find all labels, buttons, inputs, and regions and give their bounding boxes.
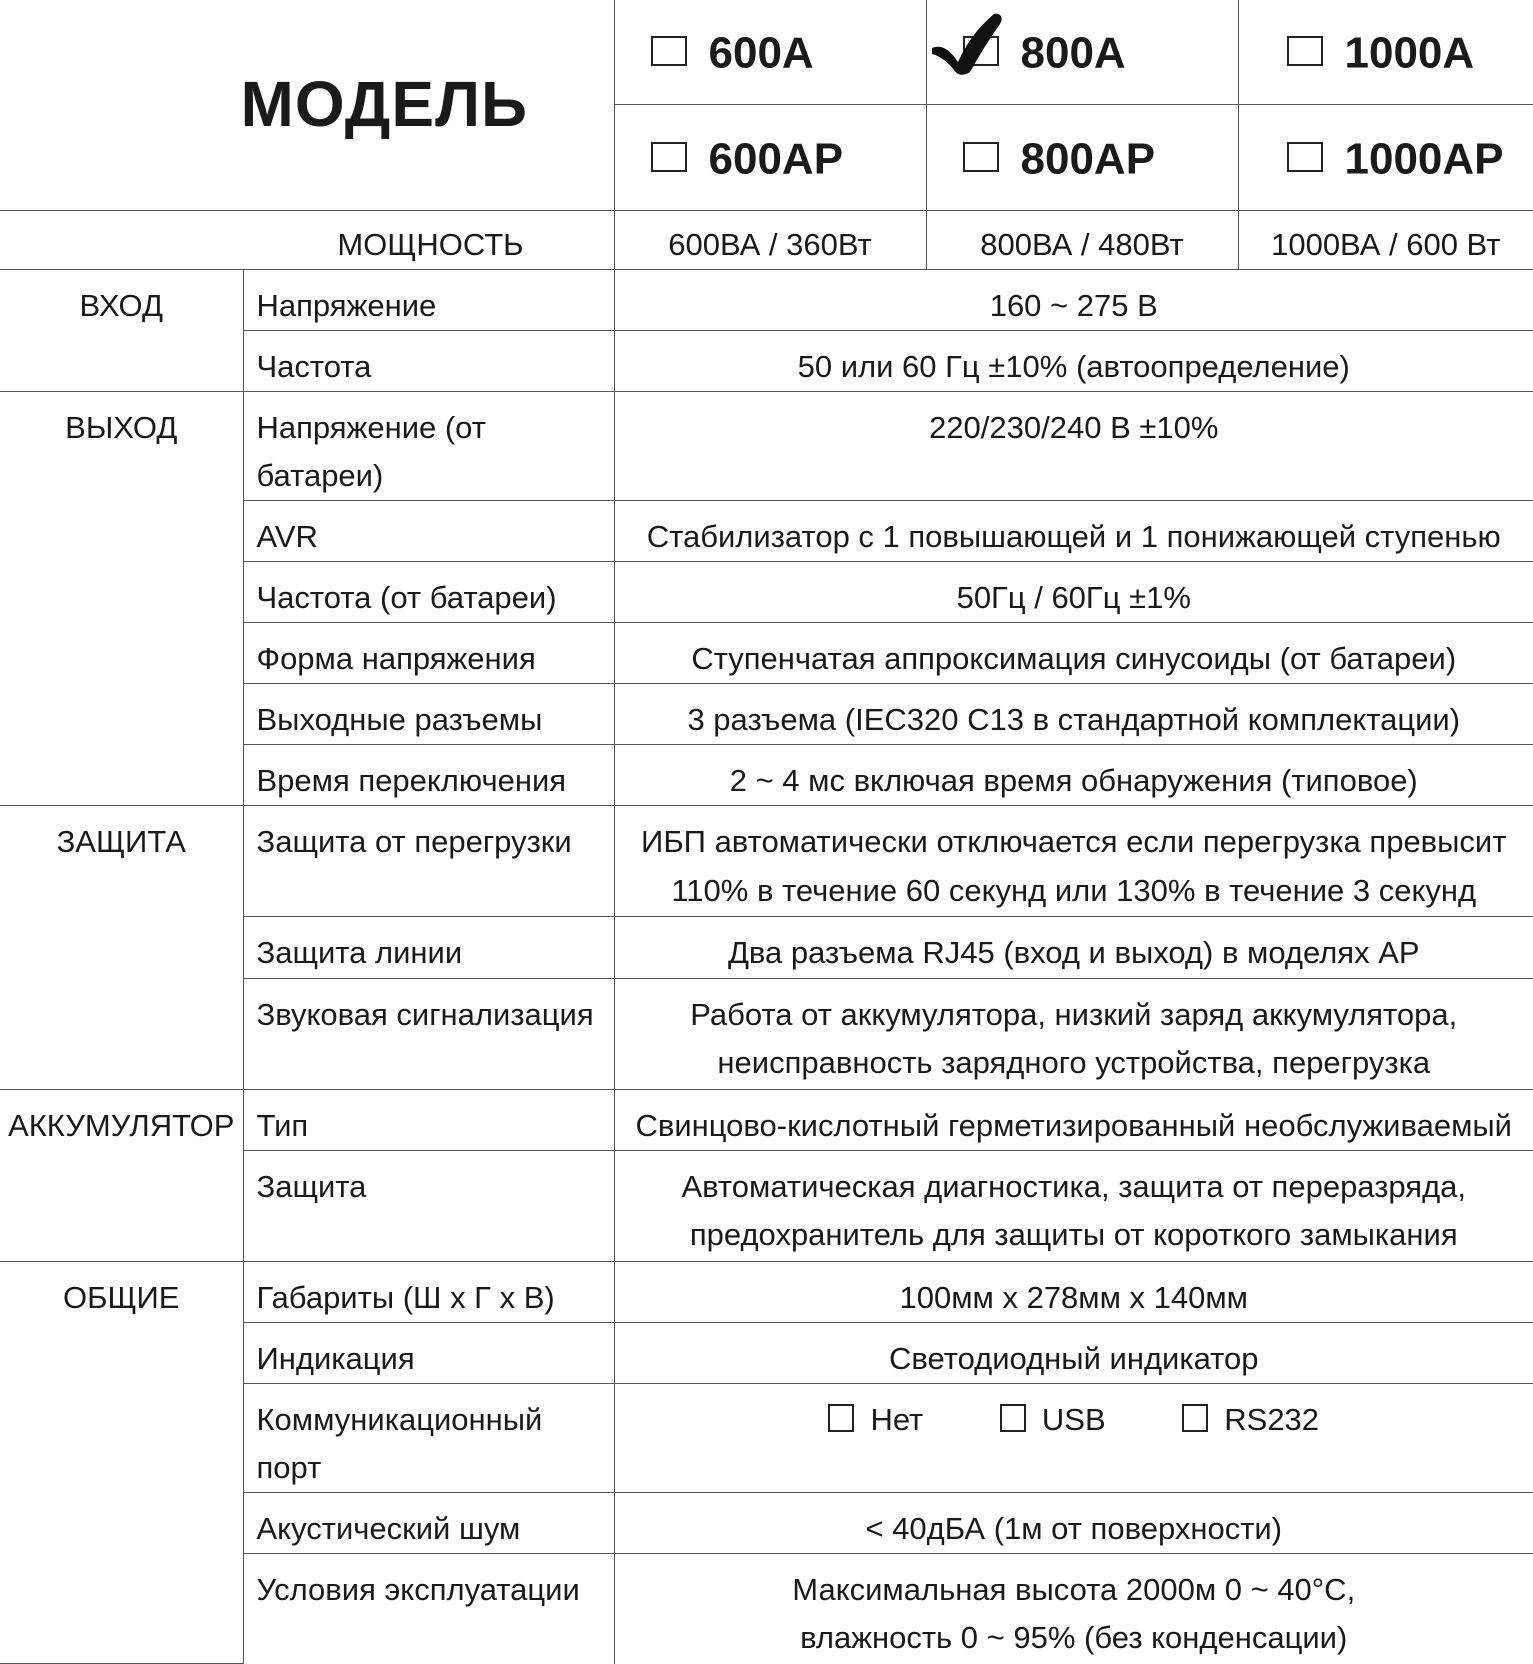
model-option-800a[interactable]: 800A — [926, 0, 1238, 105]
param-value: Стабилизатор с 1 повышающей и 1 понижающей ступенью — [614, 501, 1533, 562]
value-line: 110% в течение 60 секунд или 130% в течение 3 секунд — [615, 867, 1533, 915]
table-row — [0, 270, 1533, 331]
table-row — [0, 1089, 1533, 1150]
param-value — [614, 1150, 1533, 1261]
power-value-1000: 1000ВА / 600 Вт — [1238, 211, 1533, 270]
section-protection-title: ЗАЩИТА — [0, 806, 243, 1089]
param-value: 2 ~ 4 мс включая время обнаружения (типовое) — [614, 745, 1533, 806]
power-value-800: 800ВА / 480Вт — [926, 211, 1238, 270]
param-value: Светодиодный индикатор — [614, 1322, 1533, 1383]
port-option-usb[interactable]: USB — [1000, 1396, 1106, 1444]
checkbox-icon[interactable] — [651, 36, 687, 66]
param-value — [614, 1553, 1533, 1664]
param-label: AVR — [243, 501, 614, 562]
value-line: Максимальная высота 2000м 0 ~ 40°С, — [615, 1566, 1533, 1614]
section-battery-title: АККУМУЛЯТОР — [0, 1089, 243, 1261]
value-line: ИБП автоматически отключается если перегрузка превысит — [615, 818, 1533, 866]
param-label: Защита линии — [243, 917, 614, 978]
param-label: Частота (от батареи) — [243, 562, 614, 623]
checkbox-icon[interactable] — [1287, 36, 1323, 66]
checkbox-icon[interactable] — [1000, 1404, 1026, 1432]
table-row — [0, 806, 1533, 917]
value-line: неисправность зарядного устройства, перегрузка — [615, 1039, 1533, 1087]
value-line: Автоматическая диагностика, защита от переразряда, — [615, 1163, 1533, 1211]
param-label: Выходные разъемы — [243, 684, 614, 745]
param-label: Напряжение — [243, 270, 614, 331]
model-option-800ap[interactable]: 800AP — [926, 105, 1238, 211]
param-label: Звуковая сигнализация — [243, 978, 614, 1089]
value-line: предохранитель для защиты от короткого замыкания — [615, 1211, 1533, 1259]
param-value: Ступенчатая аппроксимация синусоиды (от батареи) — [614, 623, 1533, 684]
model-header-cell — [0, 0, 614, 211]
param-label: Условия эксплуатации — [243, 1553, 614, 1664]
param-label: Защита от перегрузки — [243, 806, 614, 917]
model-option-1000ap[interactable]: 1000AP — [1238, 105, 1533, 211]
checkmark-icon — [928, 10, 1008, 76]
param-value: Свинцово-кислотный герметизированный необслуживаемый — [614, 1089, 1533, 1150]
checkbox-icon[interactable] — [651, 142, 687, 172]
param-value: 100мм x 278мм x 140мм — [614, 1261, 1533, 1322]
comm-port-options — [614, 1383, 1533, 1492]
param-value: 50Гц / 60Гц ±1% — [614, 562, 1533, 623]
param-value: 3 разъема (IEC320 C13 в стандартной комплектации) — [614, 684, 1533, 745]
param-label: Частота — [243, 331, 614, 392]
param-label: Коммуникационный порт — [243, 1383, 614, 1492]
checkbox-icon[interactable] — [828, 1404, 854, 1432]
param-label: Габариты (Ш x Г x В) — [243, 1261, 614, 1322]
param-value: < 40дБА (1м от поверхности) — [614, 1492, 1533, 1553]
checkbox-icon[interactable] — [1182, 1404, 1208, 1432]
value-line: влажность 0 ~ 95% (без конденсации) — [615, 1614, 1533, 1662]
param-label: Тип — [243, 1089, 614, 1150]
table-row — [0, 392, 1533, 501]
checkbox-icon[interactable] — [1287, 142, 1323, 172]
section-output-title: ВЫХОД — [0, 392, 243, 806]
table-row — [0, 1261, 1533, 1322]
param-label: Акустический шум — [243, 1492, 614, 1553]
param-value: 220/230/240 В ±10% — [614, 392, 1533, 501]
param-value — [614, 806, 1533, 917]
section-input-title: ВХОД — [0, 270, 243, 392]
power-row — [0, 211, 1533, 270]
section-general-title: ОБЩИЕ — [0, 1261, 243, 1664]
power-value-600: 600ВА / 360Вт — [614, 211, 926, 270]
port-option-rs232[interactable]: RS232 — [1182, 1396, 1319, 1444]
model-option-600ap[interactable]: 600AP — [614, 105, 926, 211]
param-label: Напряжение (от батареи) — [243, 392, 614, 501]
model-row-1 — [0, 0, 1533, 105]
param-value: 160 ~ 275 В — [614, 270, 1533, 331]
value-line: Работа от аккумулятора, низкий заряд аккумулятора, — [615, 991, 1533, 1039]
power-label: МОЩНОСТЬ — [0, 211, 614, 270]
param-label: Форма напряжения — [243, 623, 614, 684]
model-option-600a[interactable]: 600A — [614, 0, 926, 105]
param-label: Индикация — [243, 1322, 614, 1383]
param-label: Защита — [243, 1150, 614, 1261]
model-option-1000a[interactable]: 1000A — [1238, 0, 1533, 105]
param-value: 50 или 60 Гц ±10% (автоопределение) — [614, 331, 1533, 392]
param-value — [614, 978, 1533, 1089]
model-title: МОДЕЛЬ — [86, 68, 528, 140]
param-label: Время переключения — [243, 745, 614, 806]
checkbox-icon[interactable] — [963, 142, 999, 172]
port-option-none[interactable]: Нет — [828, 1396, 923, 1444]
param-value: Два разъема RJ45 (вход и выход) в моделях AP — [614, 917, 1533, 978]
